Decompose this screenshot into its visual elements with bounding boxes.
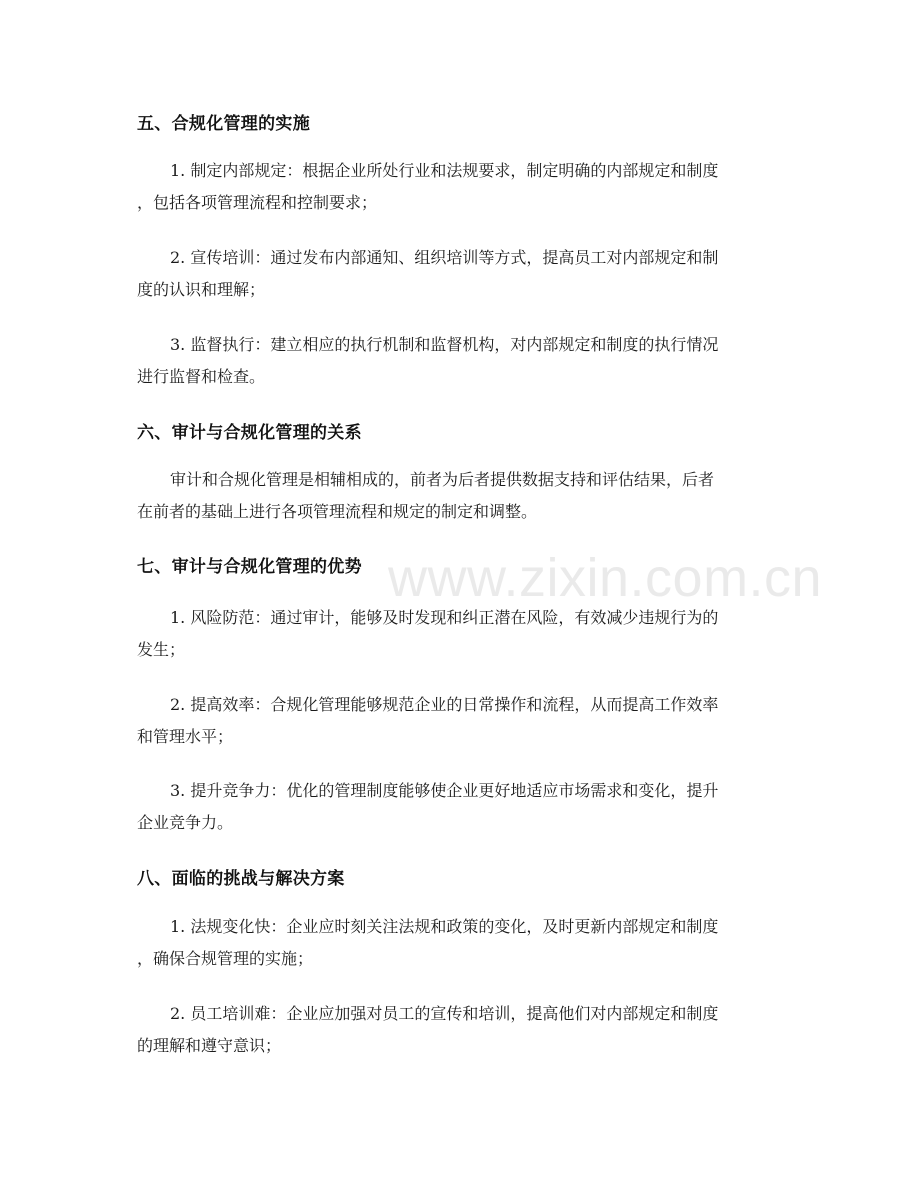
- paragraph-line: 1. 法规变化快：企业应时刻关注法规和政策的变化，及时更新内部规定和制度: [170, 917, 719, 936]
- paragraph-line: 发生；: [137, 640, 186, 659]
- paragraph-line: ，确保合规管理的实施；: [137, 949, 314, 968]
- section-heading: 五、合规化管理的实施: [137, 114, 310, 134]
- paragraph-line: 3. 监督执行：建立相应的执行机制和监督机构，对内部规定和制度的执行情况: [170, 335, 719, 354]
- paragraph-line: 2. 员工培训难：企业应加强对员工的宣传和培训，提高他们对内部规定和制度: [170, 1004, 719, 1023]
- paragraph: [137, 464, 787, 528]
- paragraph-line: 的理解和遵守意识；: [137, 1036, 282, 1055]
- paragraph: [137, 155, 787, 219]
- paragraph: [137, 689, 787, 753]
- paragraph-line: 1. 风险防范：通过审计，能够及时发现和纠正潜在风险，有效减少违规行为的: [170, 608, 719, 627]
- watermark: www.zixin.com.cn: [388, 548, 823, 608]
- paragraph: [137, 242, 787, 306]
- paragraph-line: 2. 提高效率：合规化管理能够规范企业的日常操作和流程，从而提高工作效率: [170, 695, 719, 714]
- paragraph-line: 审计和合规化管理是相辅相成的，前者为后者提供数据支持和评估结果，后者: [170, 470, 715, 489]
- section-heading: 八、面临的挑战与解决方案: [137, 869, 345, 889]
- paragraph-line: 企业竞争力。: [137, 813, 234, 832]
- paragraph-line: 2. 宣传培训：通过发布内部通知、组织培训等方式，提高员工对内部规定和制: [170, 248, 719, 267]
- paragraph-line: 1. 制定内部规定：根据企业所处行业和法规要求，制定明确的内部规定和制度: [170, 161, 719, 180]
- paragraph: [137, 329, 787, 393]
- paragraph-line: 度的认识和理解；: [137, 280, 266, 299]
- paragraph-line: 进行监督和检查。: [137, 367, 266, 386]
- paragraph: [137, 602, 787, 666]
- section-heading: 七、审计与合规化管理的优势: [137, 557, 362, 577]
- paragraph-line: ，包括各项管理流程和控制要求；: [137, 193, 378, 212]
- paragraph-line: 在前者的基础上进行各项管理流程和规定的制定和调整。: [137, 502, 538, 521]
- paragraph: [137, 775, 787, 839]
- paragraph: [137, 911, 787, 975]
- paragraph-line: 3. 提升竞争力：优化的管理制度能够使企业更好地适应市场需求和变化，提升: [170, 781, 719, 800]
- paragraph: [137, 998, 787, 1062]
- section-heading: 六、审计与合规化管理的关系: [137, 423, 362, 443]
- paragraph-line: 和管理水平；: [137, 727, 234, 746]
